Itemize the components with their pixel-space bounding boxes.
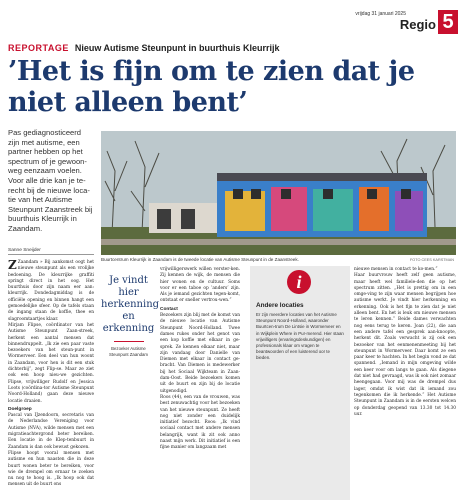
paragraph: nieuwe mensen in contact te ko-men.”: [354, 267, 438, 272]
author-byline: Sanne Sneijder: [8, 248, 94, 255]
paragraph: Roos (44), een van de vrouwen, was best zenuwachtig voor het bezoeken van het nieuwe steunpunt. Ze heeft nog niet zonder een duidelijk initiatief bezocht. Roos: „Ik vind sociaal contact met andere mensen belangrijk, want ik zit ook anno naast mijn werk. Dit initiatief is een fijne manier om langzaam met: [160, 394, 240, 451]
pull-quote-divider: [114, 341, 144, 342]
paragraph: Zaandam » Bij aankomst oogt het nieuwe steunpunt als een vrolijke bedoening. De kleurrijke graffiti springt direct in het oog. Het buurthuis door zijn naam eer aan: kleurrijk. Dondedagmiddag is de officiële opening en binnen hangt een gemoedelijke sfeer. Op de tafels staan de ingang staan de koffie, thee en slagroomtaartjes klaar.: [8, 260, 94, 322]
pull-quote-text: Je vindt hier herkenning en erkenning: [101, 275, 160, 334]
building-photo-illustration: [101, 131, 456, 255]
paragraph: Bezoekers zijn blij met de komst van de nieuwe locatie van Autisme Steunpunt Noord-Holland. Twee dames rukes onder het genot van een kop koffie met elkaar in ge-sprek. Ze kennen elkaar niet, maar zijn vandaag door Danielle van Diemen met elkaar in contact ge-bracht. Van Diemen is medewerker bij het Sociaal Wijkteam in Zaan-dam-Oost. Beide bezoekers komen uit de buurt en zijn bij de locatie uitgenodigd.: [160, 313, 240, 394]
article-intro: Pas gediagnosticeerd zijn met autisme, een partner hebben op het spectrum of je gewoon-weg eenzaam voelen. Voor alle drie kan je te-recht bij de nieuwe loca-tie van het Autisme Steunpunt Zaanstreek bij buurthuis Kleurrijk in Zaandam.: [8, 128, 93, 233]
info-box-body: Er zijn meerdere locaties van het Autisme Steunpunt Noord-Holland, waaronder Buurtcen-trum De Lintsie in Wormerveer en in Wijkplein Where in Pur-merend. Hier staan vrijwilligers (ervaringsdeskundigen) en professionals klaar om vragen te beantwoorden of een luisterend oor te bieden.: [256, 312, 344, 361]
pull-quote-source: Bezoeker Autisme Steunpunt Zaandam: [109, 346, 148, 357]
paragraph: Flipse hoopt vooral mensen met autisme en hun naasten die in deze buurt wonen beter te bereiken, voor wie de drempel om ernaar te zoeken nu nog te hoog is. „Ik hoop ook dat mensen uit de buurt ons: [8, 450, 94, 488]
pull-quote: [101, 275, 160, 357]
paragraph: Mirjam Flipse, coördinator van het Autisme Steunpunt Zaan-streek, herkent een aantal mensen dat binnendruppelt. „Ik zie een paar vaste bezoekers van het steun-punt in Wormerveer. Een deel van hun woont in Zaandam, voor hen is dit een stuk dichterbij”, zegt Flip-se. Maar ze ziet ook een hoop nieu-we gezichten. Flipse, vrijwilliger Rudolf en Jessica Loots (coördina-tor Autisme Steunpunt Noord-Holland) gaan deze nieuwe locatie draaien.: [8, 322, 94, 404]
article-photo: [101, 131, 456, 255]
info-box-title: Andere locaties: [256, 302, 304, 309]
article-column-4: [354, 267, 456, 418]
section-name: Regio: [399, 17, 436, 32]
issue-date: vrijdag 31 januari 2025: [355, 11, 406, 17]
paragraph: vrijwilligerswerk willen verster-ken. Zij kennen de wijk, de mensen die hier wonen en de cultuur. Soms voor er een taboe op ’anders’ zijn. Als je iemand gezichten tegen-komt, ontstaat er sneller vertrou-wen.”: [160, 267, 240, 304]
subheading: Contact: [160, 306, 178, 312]
paragraph: Haar buurvrouw heeft zelf geen autisme, maar heeft wel familiele-den die op het spectrum zitten. „Het is prettig om in een omge-ving te zijn waar mensen begrijpen hoe autisme werkt. Je vindt hier herkenning en erkenning. Ook is het fijn te zien dat je niet alleen bent. En het is leuk om nieuwe mensen te leren kennen.” Beide dames verwachten nog eens terug te keren. Joan (22), die aan een andere tafel een gesprek aan-knoopte, herkent dit. Zoals verwacht is zij ook een bezoeker van het eenmenenmeeting bij het steunpunt in Wormerveer. Daar komt ze een paar keer te hachten. In het begin vond ze dat spannend. „Iemand in mijn omgeving wilde een keer voor om langs te gaan. Als diegene dat niet had gevraagd, was ik ook niet zomaar heengegaan. Voor mij was de drempel dus lager, omdat ik wist dat ik iemand zou tegenkomen die ik herkende.” Het Autisme Steunpunt in Zaandam is in de eersten welcen op donderdag geopend van 13.30 tot 14.30 uur.: [354, 273, 456, 417]
kicker-label: REPORTAGE: [8, 43, 69, 53]
kicker-title: Nieuw Autisme Steunpunt in buurthuis Kleurrijk: [74, 43, 280, 53]
article-headline: ’Het is fijn om te zien dat je niet alleen bent’: [8, 56, 415, 118]
masthead: [0, 0, 462, 36]
paragraph: Pascal van IJzendoorn, secretaris van de Nederlandse Vereniging voor Autisme (NVA), wilde mensen met een migratieachtergrond beter bereiken. Een locatie in de Klep-tenbuurt in Zaandam is dan ook bewust gekozen.: [8, 413, 94, 450]
subheading: Doelgroep: [8, 406, 32, 412]
article-column-1: [8, 260, 94, 489]
article-column-2: [160, 267, 240, 452]
photo-caption: Buurtcentrum Kleurrijk in Zaandam is de tweede locatie van Autisme Steunpunt in de Zaanstreek.: [101, 257, 299, 262]
info-box: [250, 266, 350, 500]
page-number-badge: 5: [438, 10, 458, 34]
article-kicker: [8, 43, 280, 53]
photo-credit: FOTO CEES KARSTMAN: [409, 258, 454, 262]
dropcap: Z: [8, 258, 17, 272]
info-icon: i: [287, 270, 311, 294]
